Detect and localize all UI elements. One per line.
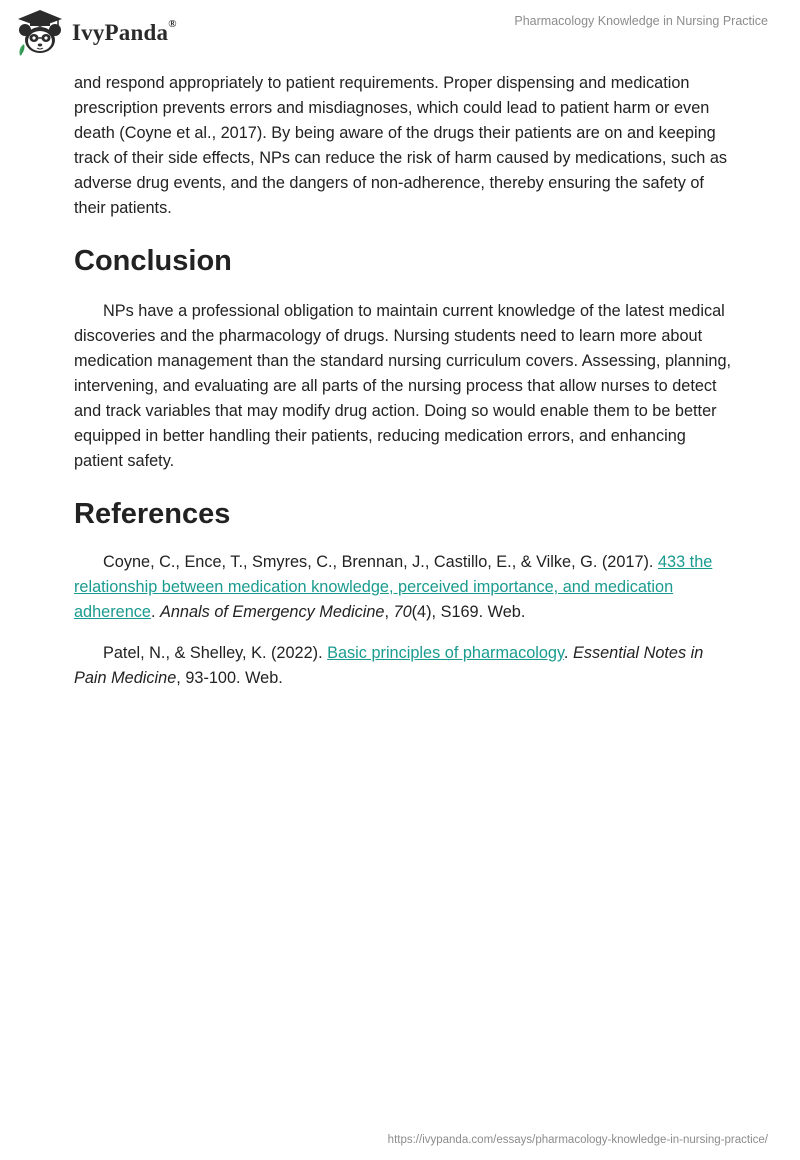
reference-punct: . xyxy=(150,603,161,621)
reference-link[interactable]: Basic principles of pharmacology xyxy=(327,644,564,662)
references-heading: References xyxy=(74,498,231,530)
reference-details: (4), S169. Web. xyxy=(411,603,526,621)
source-url: https://ivypanda.com/essays/pharmacology-knowledge-in-nursing-practice/ xyxy=(387,1134,768,1146)
page-header xyxy=(0,0,800,70)
reference-journal: Annals of Emergency Medicine xyxy=(160,603,385,621)
document-title: Pharmacology Knowledge in Nursing Practice xyxy=(514,14,768,28)
reference-punct: . xyxy=(563,644,573,662)
conclusion-paragraph: NPs have a professional obligation to maintain current knowledge of the latest medical discoveries and the pharmacology of drugs. Nursing students need to learn more about medication management than the standard nursing curriculum covers. Assessing, planning, intervening, and evaluating are all parts of the nursing process that allow nurses to detect and track variables that may modify drug action. Doing so would enable them to be better equipped in better handling their patients, reducing medication errors, and enhancing patient safety. xyxy=(74,302,732,470)
reference-volume: 70 xyxy=(393,603,412,621)
reference-authors: Patel, N., & Shelley, K. (2022). xyxy=(103,644,328,662)
ivypanda-logo[interactable] xyxy=(14,8,177,58)
reference-punct: , xyxy=(384,603,394,621)
reference-link[interactable]: 433 the relationship between medication knowledge, perceived importance, and medication adherence xyxy=(74,553,713,621)
essay-content xyxy=(74,71,734,691)
reference-item xyxy=(74,550,734,625)
body-paragraph: and respond appropriately to patient requirements. Proper dispensing and medication prescription prevents errors and misdiagnoses, which could lead to patient harm or even death (Coyne et al., 2017). By being aware of the drugs their patients are on and keeping track of their side effects, NPs can reduce the risk of harm caused by medications, such as adverse drug events, and the dangers of non-adherence, thereby ensuring the safety of their patients. xyxy=(74,74,728,217)
reference-details: , 93-100. Web. xyxy=(176,669,283,687)
reference-authors: Coyne, C., Ence, T., Smyres, C., Brennan, J., Castillo, E., & Vilke, G. (2017). xyxy=(103,553,658,571)
logo-wordmark: IvyPanda® xyxy=(72,18,177,45)
reference-item xyxy=(74,641,734,691)
panda-graduate-icon xyxy=(14,8,66,58)
conclusion-heading: Conclusion xyxy=(74,245,232,277)
reference-journal: Essential Notes in Pain Medicine xyxy=(74,644,704,687)
